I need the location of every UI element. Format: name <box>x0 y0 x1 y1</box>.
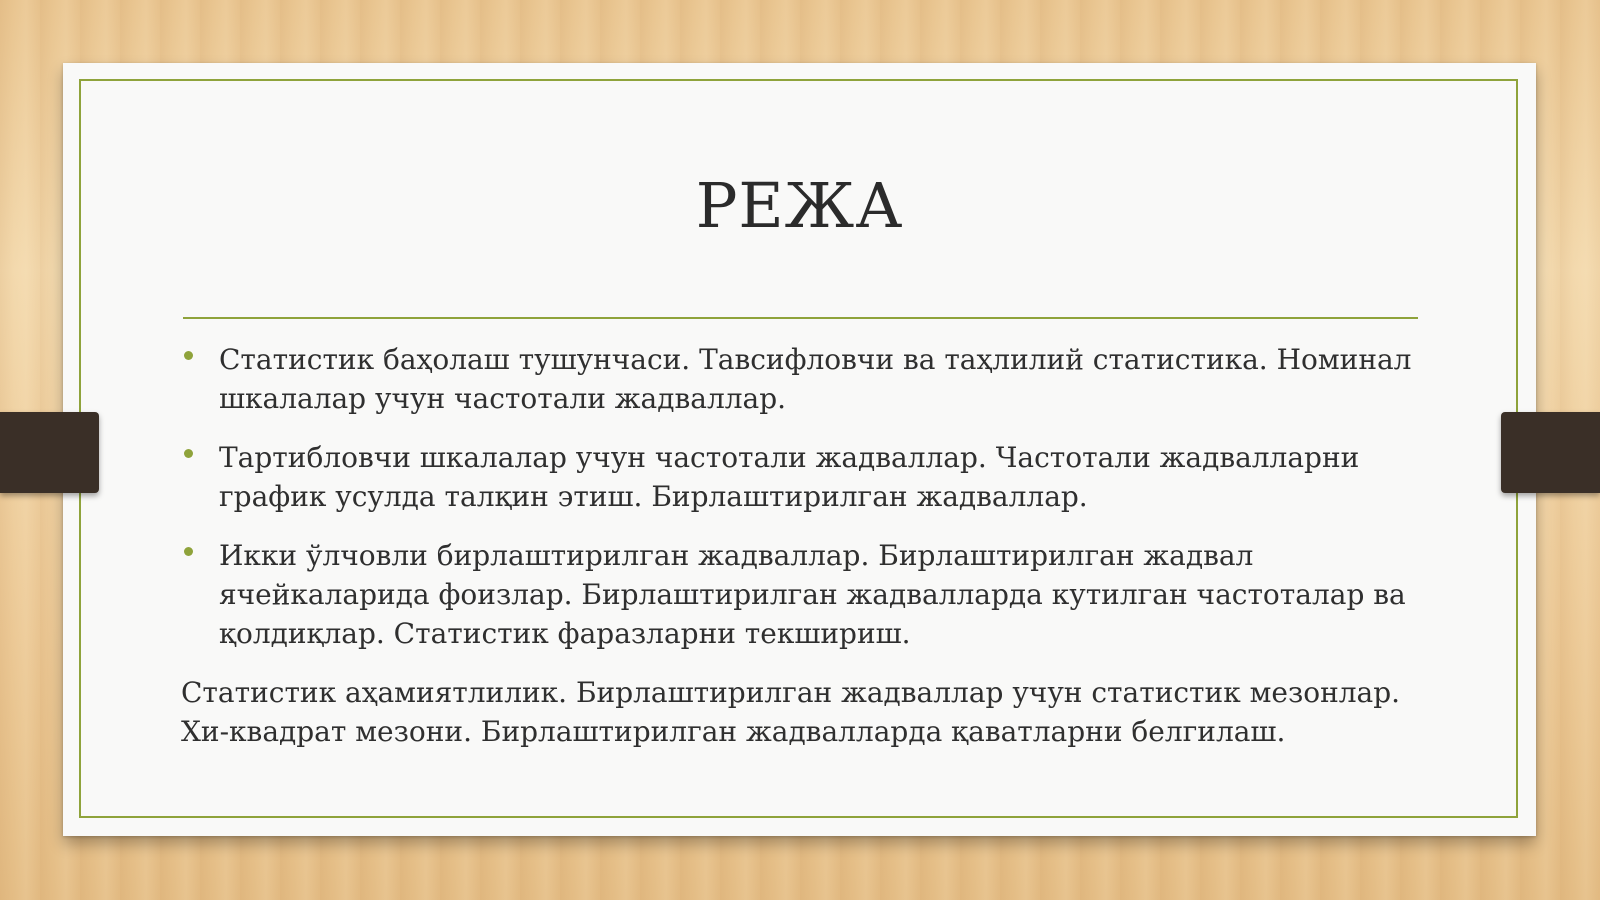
bullet-item <box>181 438 1421 516</box>
slide-content <box>181 340 1421 751</box>
bullet-text: Статистик баҳолаш тушунчаси. Тавсифловчи ва таҳлилий статистика. Номинал шкалалар учун частотали жадваллар. <box>219 343 1412 415</box>
left-binder-clip <box>0 412 99 493</box>
plain-paragraph: Статистик аҳамиятлилик. Бирлаштирилган жадваллар учун статистик мезонлар. Хи-квадрат мезони. Бирлаштирилган жадвалларда қаватларни белгилаш. <box>181 676 1401 748</box>
title-divider <box>183 317 1418 319</box>
bullet-text: Тартибловчи шкалалар учун частотали жадваллар. Частотали жадвалларни график усулда талқин этиш. Бирлаштирилган жадваллар. <box>219 441 1360 513</box>
bullet-item <box>181 340 1421 418</box>
bullet-text: Икки ўлчовли бирлаштирилган жадваллар. Бирлаштирилган жадвал ячейкаларида фоизлар. Бирлаштирилган жадвалларда кутилган частоталар ва қолдиқлар. Статистик фаразларни текшириш. <box>219 539 1406 650</box>
bullet-icon <box>184 351 193 360</box>
slide-paper <box>63 63 1536 836</box>
right-binder-clip <box>1501 412 1600 493</box>
bullet-list <box>181 340 1421 653</box>
bullet-item <box>181 536 1421 653</box>
slide-title: РЕЖА <box>695 169 904 242</box>
bullet-icon <box>184 547 193 556</box>
bullet-icon <box>184 449 193 458</box>
